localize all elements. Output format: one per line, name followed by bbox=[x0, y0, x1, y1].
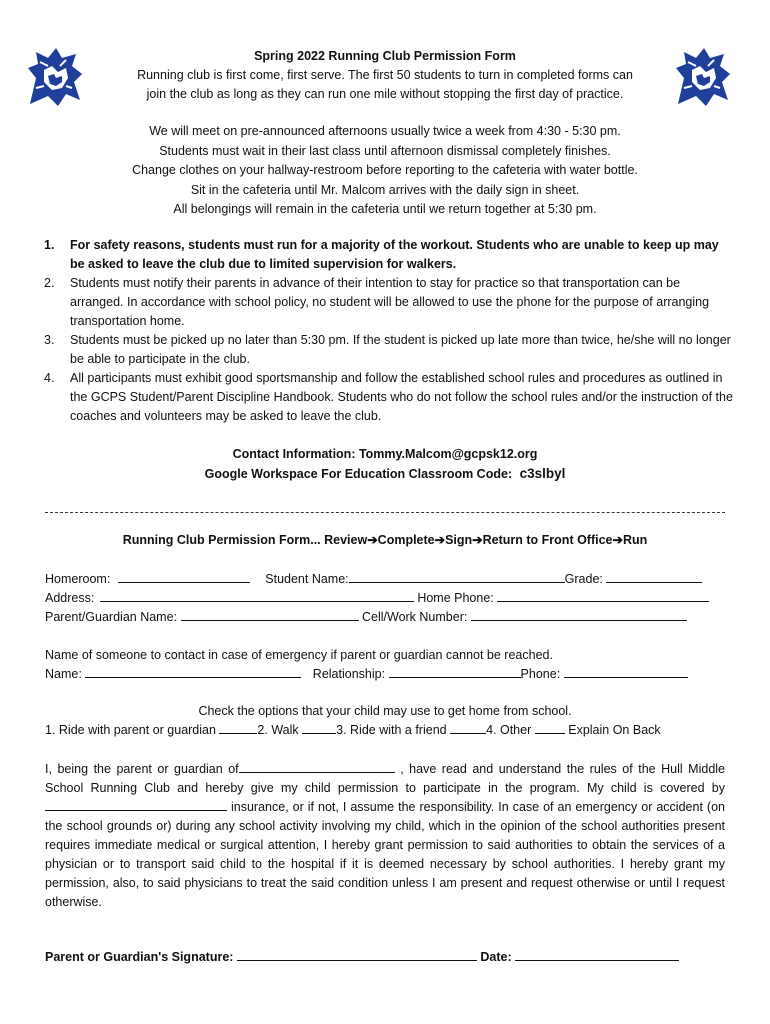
rule-text: Students must notify their parents in advance of their intention to stay for practice so that transportation can be arranged. In accordance with school policy, no student will be allowed to use the phone for the purpose of arranging transportation home. bbox=[70, 276, 710, 328]
emergency-heading: Name of someone to contact in case of emergency if parent or guardian cannot be reached. bbox=[45, 648, 553, 662]
meeting-line: We will meet on pre-announced afternoons usually twice a week from 4:30 - 5:30 pm. bbox=[149, 124, 621, 138]
grade-field[interactable] bbox=[606, 570, 702, 583]
field-row bbox=[45, 589, 725, 608]
form-title: Spring 2022 Running Club Permission Form bbox=[254, 49, 516, 63]
meeting-line: All belongings will remain in the cafeteria until we return together at 5:30 pm. bbox=[173, 202, 597, 216]
options-row bbox=[45, 721, 725, 740]
consent-paragraph bbox=[45, 760, 725, 912]
relationship-field[interactable] bbox=[389, 665, 521, 678]
date-label: Date: bbox=[480, 950, 512, 964]
address-field[interactable] bbox=[100, 589, 414, 602]
date-field[interactable] bbox=[515, 948, 679, 961]
mascot-logo-left bbox=[22, 44, 88, 110]
classroom-code-line bbox=[100, 464, 670, 484]
emergency-phone-label: Phone: bbox=[520, 667, 561, 681]
rule-number: 3. bbox=[44, 333, 55, 347]
contact-info bbox=[100, 445, 670, 484]
option-explain: Explain On Back bbox=[568, 723, 661, 737]
consent-text: , have read and understand the rules of the Hull Middle School Running Club and hereby give my child permission to participate in the program. My child is covered by bbox=[45, 762, 725, 795]
cell-phone-field[interactable] bbox=[471, 608, 687, 621]
classroom-code: c3slbyl bbox=[519, 466, 566, 481]
meeting-line: Sit in the cafeteria until Mr. Malcom arrives with the daily sign in sheet. bbox=[190, 182, 580, 197]
home-phone-label: Home Phone: bbox=[417, 591, 494, 605]
emergency-phone-field[interactable] bbox=[564, 665, 688, 678]
rules-list bbox=[44, 236, 734, 426]
cell-phone-label: Cell/Work Number: bbox=[361, 610, 468, 624]
intro-line: Running club is first come, first serve. The first 50 students to turn in completed forms can bbox=[137, 68, 633, 82]
option-friend: 3. Ride with a friend bbox=[336, 723, 447, 737]
emergency-contact bbox=[45, 646, 725, 684]
option-other-checkline[interactable] bbox=[535, 721, 565, 734]
option-walk-checkline[interactable] bbox=[302, 721, 336, 734]
option-parent: 1. Ride with parent or guardian bbox=[45, 723, 216, 737]
transport-options bbox=[45, 702, 725, 740]
option-other: 4. Other bbox=[486, 723, 532, 737]
option-walk: 2. Walk bbox=[257, 723, 299, 737]
signature-row bbox=[45, 948, 725, 964]
contact-line: Contact Information: Tommy.Malcom@gcpsk12.org bbox=[232, 447, 538, 461]
emergency-name-field[interactable] bbox=[85, 665, 301, 678]
signature-label: Parent or Guardian's Signature: bbox=[45, 950, 234, 964]
rule-number: 4. bbox=[44, 371, 55, 385]
grade-label: Grade: bbox=[564, 572, 603, 586]
field-row bbox=[45, 608, 725, 627]
rule-text: For safety reasons, students must run for a majority of the workout. Students who are unable to keep up may be asked to leave the club due to limited supervision for walkers. bbox=[70, 238, 719, 271]
rule-item bbox=[44, 369, 734, 426]
meeting-line: Students must wait in their last class until afternoon dismissal completely finishes. bbox=[159, 143, 611, 158]
option-friend-checkline[interactable] bbox=[450, 721, 486, 734]
consent-text: I, being the parent or guardian of bbox=[45, 762, 239, 776]
home-phone-field[interactable] bbox=[497, 589, 709, 602]
signature-field[interactable] bbox=[237, 948, 477, 961]
child-name-field[interactable] bbox=[239, 760, 395, 773]
rule-item bbox=[44, 331, 734, 369]
parent-name-field[interactable] bbox=[181, 608, 359, 621]
meeting-info bbox=[60, 122, 710, 220]
rule-text: Students must be picked up no later than 5:30 pm. If the student is picked up late more than twice, he/she will no longer be able to participate in the club. bbox=[70, 333, 731, 366]
emergency-name-label: Name: bbox=[45, 667, 82, 681]
parent-name-label: Parent/Guardian Name: bbox=[45, 610, 178, 624]
address-label: Address: bbox=[45, 591, 95, 605]
homeroom-label: Homeroom: bbox=[45, 572, 111, 586]
intro-text bbox=[90, 66, 680, 104]
rule-item bbox=[44, 236, 734, 274]
return-form-title: Running Club Permission Form... Review➔Complete➔Sign➔Return to Front Office➔Run bbox=[122, 533, 648, 547]
consent-text: insurance, or if not, I assume the responsibility. In case of an emergency or accident (on the school grounds or) during any school activity involving my child, which in the opinion of the school authorities present requires immediate medical or surgical attention, I hereby grant permission to said authorities to obtain the services of a physician or to transport said child to the hospital if it is deemed necessary by school authorities. I hereby grant my permission, also, to said physicians to treat the said condition unless I am present and request otherwise or until I request otherwise. bbox=[45, 800, 725, 909]
rule-number: 2. bbox=[44, 276, 55, 290]
homeroom-field[interactable] bbox=[118, 570, 250, 583]
cut-line-divider bbox=[45, 512, 725, 513]
rule-item bbox=[44, 274, 734, 331]
student-name-label: Student Name: bbox=[265, 572, 349, 586]
student-info-fields bbox=[45, 570, 725, 627]
rule-text: All participants must exhibit good sportsmanship and follow the established school rules and procedures as outlined in the GCPS Student/Parent Discipline Handbook. Students who do not follow the school rules and/or the instruction of the coaches and volunteers may be asked to leave the club. bbox=[70, 371, 733, 423]
student-name-field[interactable] bbox=[349, 570, 565, 583]
options-heading: Check the options that your child may use to get home from school. bbox=[198, 704, 572, 718]
field-row bbox=[45, 665, 725, 684]
insurance-field[interactable] bbox=[45, 798, 227, 811]
intro-line: join the club as long as they can run one mile without stopping the first day of practice. bbox=[146, 87, 624, 101]
field-row bbox=[45, 570, 725, 589]
rule-number: 1. bbox=[44, 238, 55, 252]
relationship-label: Relationship: bbox=[312, 667, 386, 681]
classroom-label: Google Workspace For Education Classroom Code: bbox=[204, 467, 513, 481]
meeting-line: Change clothes on your hallway-restroom before reporting to the cafeteria with water bottle. bbox=[132, 163, 638, 177]
option-parent-checkline[interactable] bbox=[219, 721, 257, 734]
